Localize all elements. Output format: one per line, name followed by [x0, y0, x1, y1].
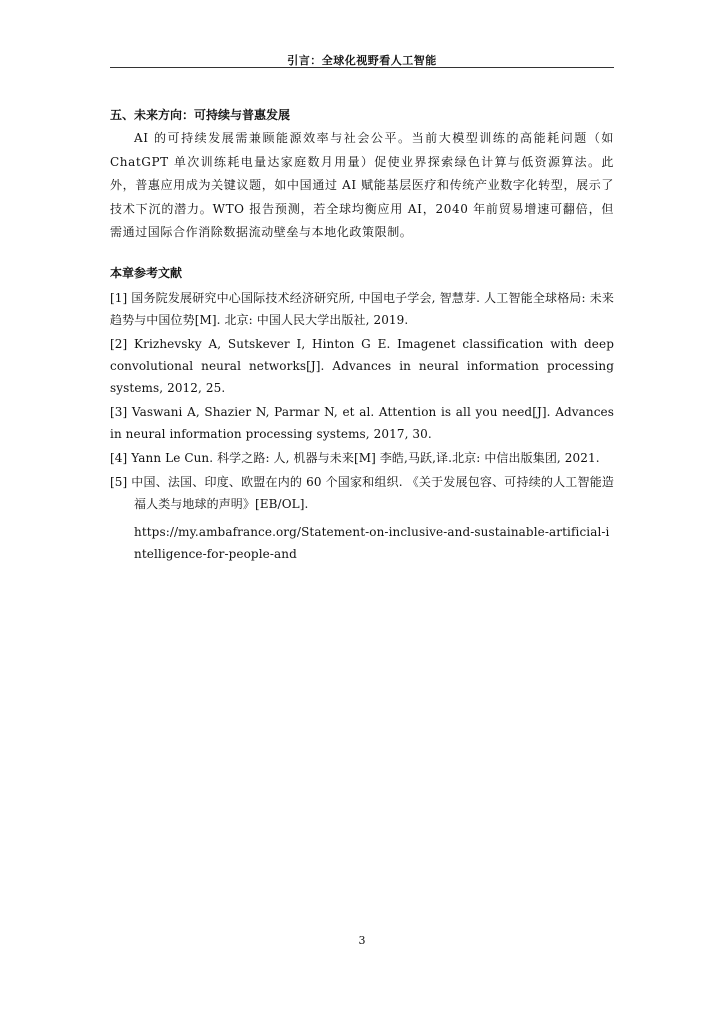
- references-title: 本章参考文献: [110, 265, 183, 280]
- reference-text: [2] Krizhevsky A, Sutskever I, Hinton G E. Imagenet classification with deep convolutional neural networks[J]. Advances in neural information processing systems, 2012, 25.: [110, 336, 614, 395]
- reference-item-1: [110, 287, 614, 331]
- running-header: 引言：全球化视野看人工智能: [287, 54, 437, 67]
- page-number: 3: [358, 934, 366, 947]
- body-paragraph: AI 的可持续发展需兼顾能源效率与社会公平。当前大模型训练的高能耗问题（如 ChatGPT 单次训练耗电量达家庭数月用量）促使业界探索绿色计算与低资源算法。此外，普惠应用成为关键议题，如中国通过 AI 赋能基层医疗和传统产业数字化转型，展示了技术下沉的潜力。WTO 报告预测，若全球均衡应用 AI，2040 年前贸易增速可翻倍，但需通过国际合作消除数据流动壁垒与本地化政策限制。: [110, 131, 614, 239]
- reference-text: [5] 中国、法国、印度、欧盟在内的 60 个国家和组织. 《关于发展包容、可持续的人工智能造福人类与地球的声明》[EB/OL].: [110, 474, 614, 511]
- reference-url[interactable]: https://my.ambafrance.org/Statement-on-inclusive-and-sustainable-artificial-intelligence-for-people-and: [134, 524, 610, 561]
- reference-item-4: [110, 447, 614, 469]
- section-heading: 五、未来方向：可持续与普惠发展: [110, 108, 291, 122]
- reference-list: [110, 287, 614, 565]
- reference-text: [3] Vaswani A, Shazier N, Parmar N, et al. Attention is all you need[J]. Advances in neural information processing systems, 2017, 30.: [110, 404, 614, 441]
- page-content: [110, 104, 614, 567]
- reference-item-2: [110, 333, 614, 399]
- reference-item-5: [110, 471, 614, 565]
- reference-text: [4] Yann Le Cun. 科学之路: 人, 机器与未来[M] 李皓,马跃,译.北京: 中信出版集团, 2021.: [110, 450, 600, 465]
- header-rule: [110, 67, 614, 68]
- reference-text: [1] 国务院发展研究中心国际技术经济研究所, 中国电子学会, 智慧芽. 人工智能全球格局: 未来趋势与中国位势[M]. 北京: 中国人民大学出版社, 2019.: [110, 290, 614, 327]
- reference-item-3: [110, 401, 614, 445]
